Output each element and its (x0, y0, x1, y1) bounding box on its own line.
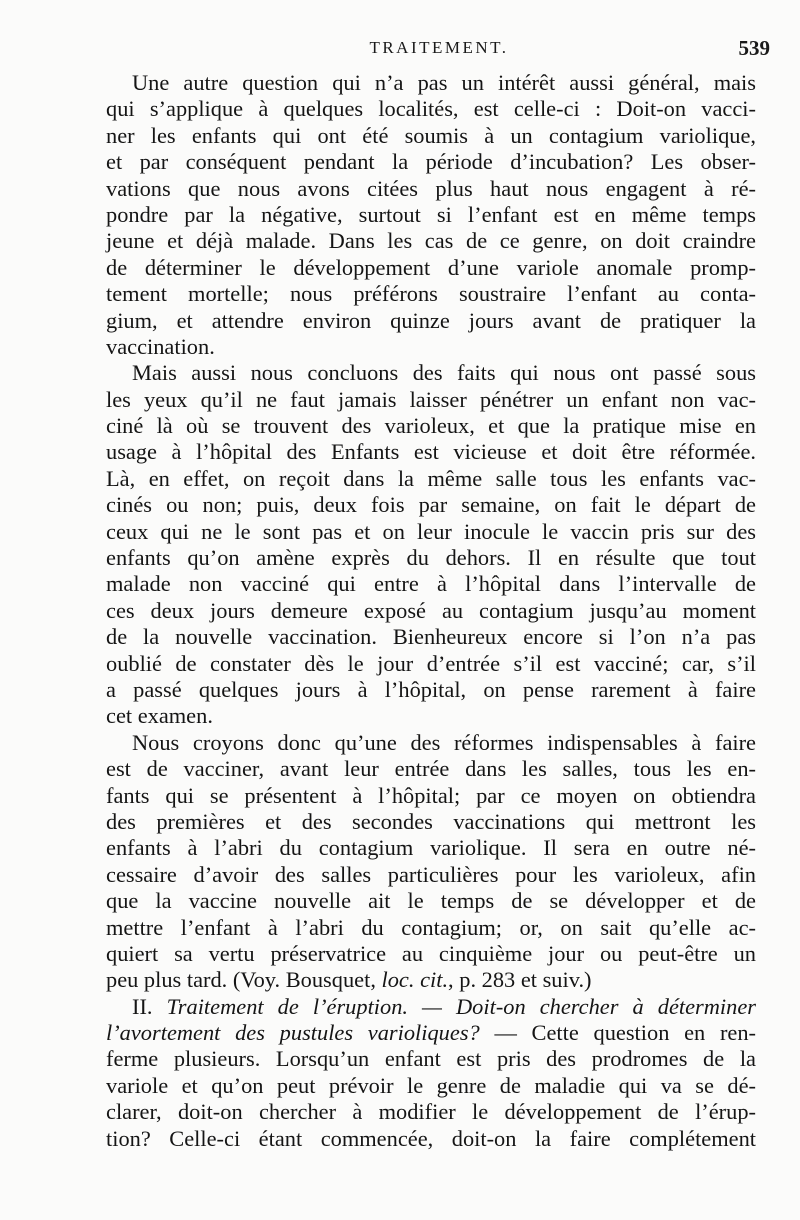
text-line: enfants qu’on amène exprès du dehors. Il en résulte que tout (106, 545, 756, 571)
text-line (106, 967, 756, 993)
text-segment: , p. 283 et suiv.) (448, 967, 592, 993)
text-line: vations que nous avons citées plus haut nous engagent à ré- (106, 175, 756, 201)
text-line: ceux qui ne le sont pas et on leur inocule le vaccin pris sur des (106, 518, 756, 544)
section-paragraph (106, 994, 756, 1152)
text-line: usage à l’hôpital des Enfants est vicieuse et doit être réformée. (106, 439, 756, 465)
text-line: cessaire d’avoir des salles particulières pour les varioleux, afin (106, 861, 756, 887)
text-line: cet examen. (106, 703, 213, 729)
text-line: pondre par la négative, surtout si l’enfant est en même temps (106, 201, 756, 227)
text-line: ner les enfants qui ont été soumis à un contagium variolique, (106, 122, 756, 148)
text-line: Une autre question qui n’a pas un intérêt aussi général, mais (132, 70, 756, 95)
text-segment: — Cette question en ren- (479, 1020, 756, 1046)
text-line: tement mortelle; nous préférons soustraire l’enfant au conta- (106, 281, 756, 307)
text-line: ciné là où se trouvent des varioleux, et que la pratique mise en (106, 413, 756, 439)
text-line: de déterminer le développement d’une variole anomale promp- (106, 254, 756, 280)
text-line: enfants à l’abri du contagium variolique. Il sera en outre né- (106, 835, 756, 861)
text-line: et par conséquent pendant la période d’incubation? Les obser- (106, 149, 756, 175)
page-number: 539 (738, 36, 770, 60)
text-line: Là, en effet, on reçoit dans la même salle tous les enfants vac- (106, 465, 756, 491)
text-line: est de vacciner, avant leur entrée dans les salles, tous les en- (106, 756, 756, 782)
paragraph (106, 360, 756, 729)
section-title: Traitement de l’éruption. — Doit-on chercher à déterminer (166, 993, 756, 1019)
section-heading-line (106, 994, 756, 1020)
paragraph (106, 70, 756, 360)
text-line: de la nouvelle vaccination. Bienheureux encore si l’on n’a pas (106, 624, 756, 650)
text-line: ferme plusieurs. Lorsqu’un enfant est pris des prodromes de la (106, 1046, 756, 1072)
text-line: oublié de constater dès le jour d’entrée s’il est vacciné; car, s’il (106, 650, 756, 676)
text-line: des premières et des secondes vaccinations qui mettront les (106, 808, 756, 834)
text-line: Nous croyons donc qu’une des réformes indispensables à faire (132, 729, 756, 755)
text-line: tion? Celle-ci étant commencée, doit-on la faire complétement (106, 1125, 756, 1151)
text-line: malade non vacciné qui entre à l’hôpital dans l’intervalle de (106, 571, 756, 597)
section-number: II. (132, 993, 167, 1019)
section-title-continued: l’avortement des pustules varioliques? (106, 1020, 480, 1046)
text-line: cinés ou non; puis, deux fois par semaine, on fait le départ de (106, 492, 756, 518)
text-line: clarer, doit-on chercher à modifier le développement de l’érup- (106, 1099, 756, 1125)
text-line: qui s’applique à quelques localités, est celle-ci : Doit-on vacci- (106, 96, 756, 122)
text-line: Mais aussi nous concluons des faits qui nous ont passé sous (132, 360, 756, 386)
text-line: gium, et attendre environ quinze jours avant de pratiquer la (106, 307, 756, 333)
text-line: vaccination. (106, 333, 215, 359)
text-line (106, 1020, 756, 1046)
text-line: a passé quelques jours à l’hôpital, on pense rarement à faire (106, 676, 756, 702)
text-line: mettre l’enfant à l’abri du contagium; or, on sait qu’elle ac- (106, 914, 756, 940)
text-line: quiert sa vertu préservatrice au cinquième jour ou peut-être un (106, 940, 756, 966)
body-text (106, 70, 756, 1152)
paragraph (106, 730, 756, 994)
citation-italic: loc. cit. (381, 967, 449, 993)
text-line: variole et qu’on peut prévoir le genre de maladie qui va se dé- (106, 1072, 756, 1098)
text-line: jeune et déjà malade. Dans les cas de ce genre, on doit craindre (106, 228, 756, 254)
text-line: ces deux jours demeure exposé au contagium jusqu’au moment (106, 597, 756, 623)
page-header (108, 36, 770, 64)
running-head: TRAITEMENT. (369, 38, 509, 57)
text-line: fants qui se présentent à l’hôpital; par ce moyen on obtiendra (106, 782, 756, 808)
text-line: les yeux qu’il ne faut jamais laisser pénétrer un enfant non vac- (106, 386, 756, 412)
text-segment: peu plus tard. (Voy. Bousquet, (106, 967, 382, 993)
text-line: que la vaccine nouvelle ait le temps de se développer et de (106, 888, 756, 914)
